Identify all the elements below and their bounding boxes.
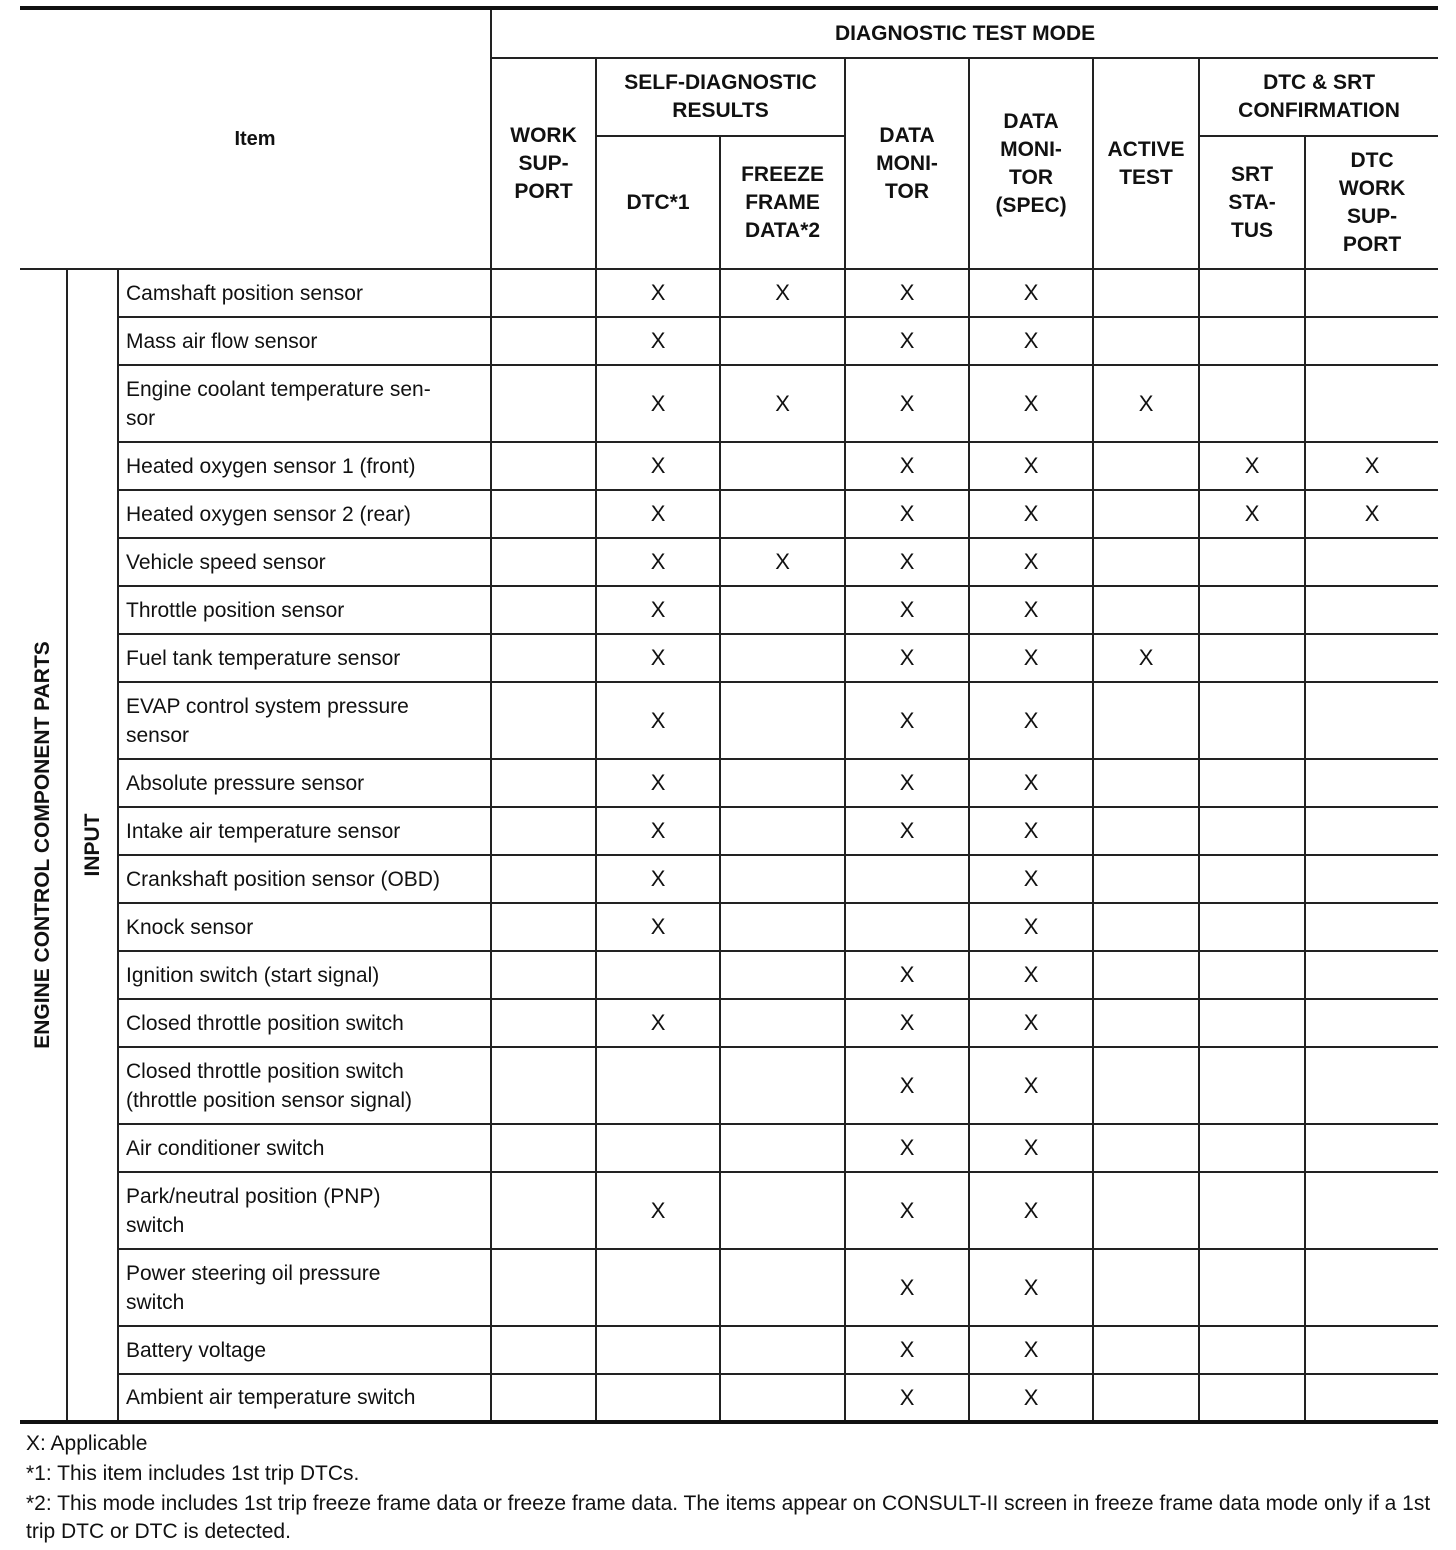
- item-name: Closed throttle position switch (throttle position sensor signal): [118, 1047, 491, 1124]
- applicability-cell: [491, 682, 596, 759]
- applicability-cell: X: [845, 1374, 969, 1422]
- applicability-cell: [1305, 682, 1438, 759]
- applicability-cell: [491, 903, 596, 951]
- applicability-cell: [1305, 1374, 1438, 1422]
- applicability-cell: [1093, 807, 1199, 855]
- applicability-cell: [1093, 903, 1199, 951]
- item-name: Knock sensor: [118, 903, 491, 951]
- category-label: ENGINE CONTROL COMPONENT PARTS: [31, 641, 54, 1049]
- applicability-cell: [720, 1374, 845, 1422]
- applicability-cell: X: [596, 807, 720, 855]
- table-row: [20, 807, 1438, 855]
- applicability-cell: [1199, 807, 1305, 855]
- legend-note: X: Applicable: [26, 1432, 148, 1455]
- table-row: [20, 538, 1438, 586]
- applicability-cell: [1093, 1374, 1199, 1422]
- applicability-cell: [1093, 269, 1199, 317]
- table-row: [20, 1172, 1438, 1249]
- table-row: [20, 999, 1438, 1047]
- applicability-cell: [1305, 634, 1438, 682]
- applicability-cell: [720, 1249, 845, 1326]
- applicability-cell: [720, 759, 845, 807]
- applicability-cell: [1199, 1172, 1305, 1249]
- applicability-cell: [1199, 903, 1305, 951]
- applicability-cell: X: [845, 538, 969, 586]
- applicability-cell: [596, 1124, 720, 1172]
- applicability-cell: X: [969, 759, 1093, 807]
- applicability-cell: [491, 365, 596, 442]
- applicability-cell: [596, 1326, 720, 1374]
- applicability-cell: X: [596, 269, 720, 317]
- applicability-cell: [1305, 365, 1438, 442]
- applicability-cell: X: [969, 586, 1093, 634]
- applicability-cell: [1305, 855, 1438, 903]
- applicability-cell: [1305, 759, 1438, 807]
- applicability-cell: [1199, 951, 1305, 999]
- data-monitor-spec-header: [969, 58, 1093, 269]
- applicability-cell: [491, 1047, 596, 1124]
- applicability-cell: X: [1093, 634, 1199, 682]
- dtc-srt-confirmation-label: DTC & SRT CONFIRMATION: [1238, 71, 1400, 122]
- footnotes: [26, 1430, 1446, 1548]
- applicability-cell: [1199, 586, 1305, 634]
- applicability-cell: [491, 855, 596, 903]
- table-row: [20, 682, 1438, 759]
- applicability-cell: X: [596, 317, 720, 365]
- table-row: [20, 269, 1438, 317]
- applicability-cell: [720, 1172, 845, 1249]
- applicability-cell: X: [845, 999, 969, 1047]
- applicability-cell: [1305, 1326, 1438, 1374]
- item-name: Mass air flow sensor: [118, 317, 491, 365]
- footnote-2: *2: This mode includes 1st trip freeze frame data or freeze frame data. The items appear on CONSULT-II screen in freeze frame data mode only if a 1st trip DTC or DTC is detected.: [26, 1492, 1431, 1543]
- table-row: [20, 759, 1438, 807]
- item-name: Closed throttle position switch: [118, 999, 491, 1047]
- item-name: Throttle position sensor: [118, 586, 491, 634]
- srt-status-label: SRT STA- TUS: [1228, 162, 1276, 242]
- item-name: Air conditioner switch: [118, 1124, 491, 1172]
- applicability-cell: [491, 634, 596, 682]
- applicability-cell: X: [969, 682, 1093, 759]
- subcategory-cell: [67, 269, 118, 1422]
- item-name: Camshaft position sensor: [118, 269, 491, 317]
- table-row: [20, 1326, 1438, 1374]
- applicability-cell: X: [845, 586, 969, 634]
- applicability-cell: [596, 1047, 720, 1124]
- applicability-cell: [720, 1047, 845, 1124]
- applicability-cell: X: [720, 365, 845, 442]
- applicability-cell: [1305, 538, 1438, 586]
- applicability-cell: [720, 490, 845, 538]
- applicability-cell: [1093, 682, 1199, 759]
- applicability-cell: X: [845, 1249, 969, 1326]
- table-row: [20, 634, 1438, 682]
- applicability-cell: X: [969, 807, 1093, 855]
- applicability-cell: [491, 442, 596, 490]
- applicability-cell: [491, 951, 596, 999]
- item-name: Heated oxygen sensor 1 (front): [118, 442, 491, 490]
- applicability-cell: [720, 951, 845, 999]
- applicability-cell: [720, 999, 845, 1047]
- applicability-cell: X: [845, 1047, 969, 1124]
- applicability-cell: [1305, 1172, 1438, 1249]
- applicability-cell: [720, 634, 845, 682]
- item-name: Power steering oil pressure switch: [118, 1249, 491, 1326]
- item-name: Park/neutral position (PNP) switch: [118, 1172, 491, 1249]
- diagnostic-test-mode-table: [20, 6, 1438, 1424]
- dtc-work-support-label: DTC WORK SUP- PORT: [1338, 148, 1406, 256]
- applicability-cell: X: [596, 682, 720, 759]
- table-row: [20, 586, 1438, 634]
- applicability-cell: [1093, 1326, 1199, 1374]
- applicability-cell: X: [845, 634, 969, 682]
- applicability-cell: [491, 1374, 596, 1422]
- item-name: Ignition switch (start signal): [118, 951, 491, 999]
- applicability-cell: [1093, 1124, 1199, 1172]
- applicability-cell: X: [969, 855, 1093, 903]
- applicability-cell: [596, 1374, 720, 1422]
- applicability-cell: [491, 1326, 596, 1374]
- data-monitor-spec-label: DATA MONI- TOR (SPEC): [995, 109, 1067, 217]
- applicability-cell: X: [596, 442, 720, 490]
- applicability-cell: X: [1093, 365, 1199, 442]
- applicability-cell: [1093, 999, 1199, 1047]
- table-row: [20, 317, 1438, 365]
- applicability-cell: X: [969, 634, 1093, 682]
- applicability-cell: X: [845, 269, 969, 317]
- applicability-cell: X: [1305, 442, 1438, 490]
- applicability-cell: [1093, 855, 1199, 903]
- applicability-cell: X: [596, 586, 720, 634]
- applicability-cell: [491, 1124, 596, 1172]
- applicability-cell: [1093, 1047, 1199, 1124]
- item-name: Vehicle speed sensor: [118, 538, 491, 586]
- applicability-cell: [1199, 1374, 1305, 1422]
- item-name: EVAP control system pressure sensor: [118, 682, 491, 759]
- table-row: [20, 855, 1438, 903]
- applicability-cell: X: [845, 1172, 969, 1249]
- applicability-cell: [1199, 1249, 1305, 1326]
- table-row: [20, 1374, 1438, 1422]
- applicability-cell: [1093, 1249, 1199, 1326]
- applicability-cell: [491, 317, 596, 365]
- applicability-cell: [720, 442, 845, 490]
- applicability-cell: X: [1199, 490, 1305, 538]
- item-name: Engine coolant temperature sen- sor: [118, 365, 491, 442]
- applicability-cell: [720, 903, 845, 951]
- applicability-cell: X: [969, 317, 1093, 365]
- item-name: Intake air temperature sensor: [118, 807, 491, 855]
- applicability-cell: [491, 269, 596, 317]
- work-support-label: WORK SUP- PORT: [510, 123, 577, 203]
- freeze-frame-data-label: FREEZE FRAME DATA*2: [741, 162, 824, 242]
- applicability-cell: X: [845, 807, 969, 855]
- applicability-cell: [596, 1249, 720, 1326]
- dtc-work-support-header: [1305, 136, 1438, 269]
- applicability-cell: [491, 490, 596, 538]
- diagnostic-test-mode-header: DIAGNOSTIC TEST MODE: [491, 8, 1438, 58]
- applicability-cell: X: [969, 903, 1093, 951]
- applicability-cell: [1305, 269, 1438, 317]
- table-row: [20, 951, 1438, 999]
- applicability-cell: X: [969, 1249, 1093, 1326]
- dtc-header: DTC*1: [596, 136, 720, 269]
- data-monitor-header: [845, 58, 969, 269]
- applicability-cell: [1199, 999, 1305, 1047]
- category-cell: [20, 269, 67, 1422]
- table-row: [20, 903, 1438, 951]
- applicability-cell: [720, 1124, 845, 1172]
- applicability-cell: X: [720, 269, 845, 317]
- applicability-cell: [1305, 586, 1438, 634]
- applicability-cell: [1199, 365, 1305, 442]
- applicability-cell: [491, 807, 596, 855]
- applicability-cell: X: [969, 365, 1093, 442]
- applicability-cell: X: [969, 442, 1093, 490]
- applicability-cell: [1199, 682, 1305, 759]
- applicability-cell: [1305, 1124, 1438, 1172]
- applicability-cell: X: [596, 634, 720, 682]
- applicability-cell: [1093, 490, 1199, 538]
- applicability-cell: [720, 682, 845, 759]
- applicability-cell: [491, 759, 596, 807]
- applicability-cell: [720, 586, 845, 634]
- applicability-cell: [1093, 759, 1199, 807]
- applicability-cell: [1093, 1172, 1199, 1249]
- applicability-cell: [720, 1326, 845, 1374]
- table-row: [20, 365, 1438, 442]
- applicability-cell: [845, 855, 969, 903]
- applicability-cell: [491, 1172, 596, 1249]
- applicability-cell: X: [969, 1374, 1093, 1422]
- applicability-cell: [491, 999, 596, 1047]
- item-name: Ambient air temperature switch: [118, 1374, 491, 1422]
- applicability-cell: X: [1305, 490, 1438, 538]
- applicability-cell: [1305, 1047, 1438, 1124]
- applicability-cell: [491, 586, 596, 634]
- active-test-label: ACTIVE TEST: [1107, 137, 1185, 189]
- freeze-frame-data-header: [720, 136, 845, 269]
- applicability-cell: X: [596, 538, 720, 586]
- applicability-cell: [596, 951, 720, 999]
- item-header: Item: [20, 8, 491, 269]
- applicability-cell: X: [845, 759, 969, 807]
- item-name: Fuel tank temperature sensor: [118, 634, 491, 682]
- applicability-cell: X: [969, 490, 1093, 538]
- applicability-cell: [1305, 1249, 1438, 1326]
- applicability-cell: [1199, 759, 1305, 807]
- applicability-cell: X: [845, 365, 969, 442]
- applicability-cell: [845, 903, 969, 951]
- applicability-cell: [1199, 538, 1305, 586]
- applicability-cell: [1199, 1124, 1305, 1172]
- item-name: Crankshaft position sensor (OBD): [118, 855, 491, 903]
- srt-status-header: [1199, 136, 1305, 269]
- applicability-cell: X: [720, 538, 845, 586]
- applicability-cell: X: [969, 951, 1093, 999]
- applicability-cell: [1093, 538, 1199, 586]
- applicability-cell: [1093, 317, 1199, 365]
- applicability-cell: [1305, 903, 1438, 951]
- applicability-cell: X: [845, 442, 969, 490]
- applicability-cell: [1199, 269, 1305, 317]
- applicability-cell: [1199, 855, 1305, 903]
- applicability-cell: [1093, 586, 1199, 634]
- applicability-cell: X: [845, 490, 969, 538]
- applicability-cell: [1199, 634, 1305, 682]
- table-row: [20, 1047, 1438, 1124]
- applicability-cell: X: [845, 682, 969, 759]
- active-test-header: [1093, 58, 1199, 269]
- item-name: Battery voltage: [118, 1326, 491, 1374]
- applicability-cell: X: [596, 855, 720, 903]
- work-support-header: [491, 58, 596, 269]
- applicability-cell: X: [845, 1124, 969, 1172]
- applicability-cell: X: [596, 365, 720, 442]
- applicability-cell: [1305, 807, 1438, 855]
- applicability-cell: [1199, 1047, 1305, 1124]
- applicability-cell: X: [596, 759, 720, 807]
- applicability-cell: X: [969, 269, 1093, 317]
- applicability-cell: X: [845, 1326, 969, 1374]
- dtc-srt-confirmation-header: [1199, 58, 1438, 136]
- applicability-cell: X: [596, 999, 720, 1047]
- applicability-cell: X: [969, 538, 1093, 586]
- applicability-cell: X: [845, 317, 969, 365]
- applicability-cell: X: [1199, 442, 1305, 490]
- applicability-cell: X: [969, 1172, 1093, 1249]
- footnote-1: *1: This item includes 1st trip DTCs.: [26, 1462, 360, 1485]
- applicability-cell: X: [969, 1124, 1093, 1172]
- applicability-cell: [1305, 999, 1438, 1047]
- applicability-cell: X: [969, 1326, 1093, 1374]
- applicability-cell: [1305, 317, 1438, 365]
- applicability-cell: [1199, 1326, 1305, 1374]
- table-row: [20, 1249, 1438, 1326]
- table-row: [20, 442, 1438, 490]
- applicability-cell: [720, 855, 845, 903]
- applicability-cell: X: [969, 1047, 1093, 1124]
- applicability-cell: X: [845, 951, 969, 999]
- applicability-cell: [1093, 951, 1199, 999]
- subcategory-label: INPUT: [80, 813, 104, 877]
- table-body: [20, 269, 1438, 1422]
- applicability-cell: [491, 1249, 596, 1326]
- data-monitor-label: DATA MONI- TOR: [876, 123, 938, 203]
- item-name: Absolute pressure sensor: [118, 759, 491, 807]
- table-row: [20, 1124, 1438, 1172]
- applicability-cell: [720, 317, 845, 365]
- applicability-cell: X: [969, 999, 1093, 1047]
- applicability-cell: [1305, 951, 1438, 999]
- applicability-cell: [1093, 442, 1199, 490]
- self-diagnostic-results-label: SELF-DIAGNOSTIC RESULTS: [624, 71, 817, 122]
- item-name: Heated oxygen sensor 2 (rear): [118, 490, 491, 538]
- applicability-cell: [720, 807, 845, 855]
- applicability-cell: X: [596, 490, 720, 538]
- applicability-cell: [491, 538, 596, 586]
- table-row: [20, 490, 1438, 538]
- self-diagnostic-results-header: [596, 58, 845, 136]
- applicability-cell: X: [596, 1172, 720, 1249]
- applicability-cell: [1199, 317, 1305, 365]
- applicability-cell: X: [596, 903, 720, 951]
